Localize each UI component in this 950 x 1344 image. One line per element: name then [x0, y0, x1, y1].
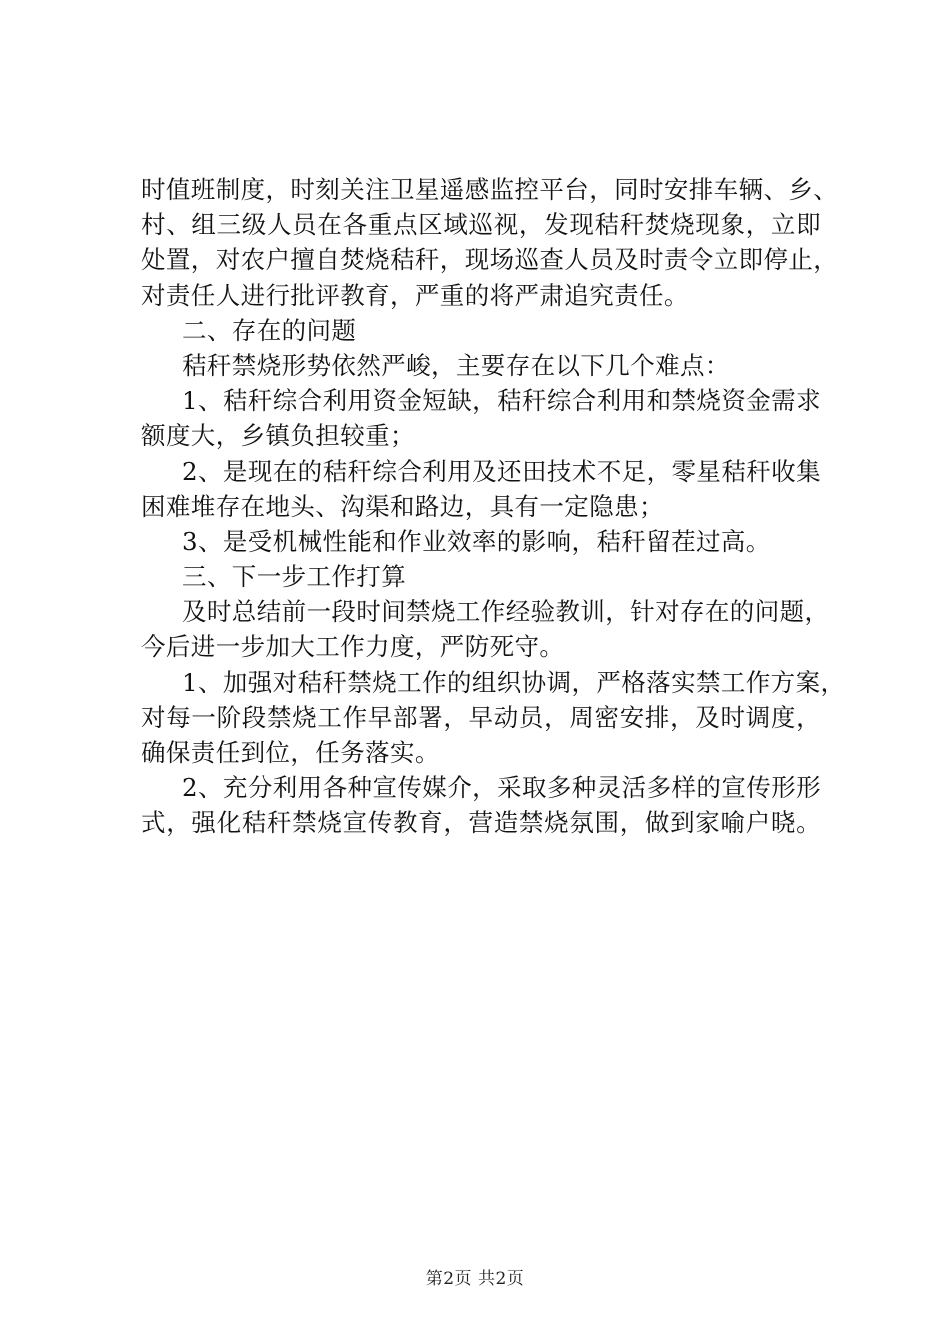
- list-item: 1、秸秆综合利用资金短缺，秸秆综合利用和禁烧资金需求: [182, 386, 821, 416]
- section-heading-next-steps: 三、下一步工作打算: [182, 562, 407, 592]
- text-line: 对每一阶段禁烧工作早部署，早动员，周密安排，及时调度，: [141, 702, 821, 732]
- body-text: [141, 172, 846, 841]
- text-line: 困难堆存在地头、沟渠和路边，具有一定隐患；: [141, 491, 664, 521]
- text-line: 时值班制度，时刻关注卫星遥感监控平台，同时安排车辆、乡、: [141, 175, 839, 204]
- text-line: 对责任人进行批评教育，严重的将严肃追究责任。: [141, 280, 689, 310]
- list-item: 2、是现在的秸秆综合利用及还田技术不足，零星秸秆收集: [182, 456, 821, 486]
- list-item: 1、加强对秸秆禁烧工作的组织协调，严格落实禁工作方案，: [182, 667, 846, 697]
- text-line: 秸秆禁烧形势依然严峻，主要存在以下几个难点：: [182, 350, 730, 380]
- text-line: 式，强化秸秆禁烧宣传教育，营造禁烧氛围，做到家喻户晓。: [141, 808, 821, 838]
- list-item: 3、是受机械性能和作业效率的影响，秸秆留茬过高。: [182, 526, 771, 556]
- text-line: 处置，对农户擅自焚烧秸秆，现场巡查人员及时责令立即停止，: [141, 245, 839, 275]
- page-number-footer: 第2页 共2页: [425, 1269, 525, 1289]
- text-line: 今后进一步加大工作力度，严防死守。: [141, 632, 565, 662]
- text-line: 及时总结前一段时间禁烧工作经验教训，针对存在的问题，: [182, 597, 830, 627]
- section-heading-problems: 二、存在的问题: [182, 315, 357, 345]
- list-item: 2、充分利用各种宣传媒介，采取多种灵活多样的宣传形形: [182, 773, 821, 803]
- text-line: 确保责任到位，任务落实。: [141, 738, 440, 767]
- text-line: 额度大，乡镇负担较重；: [141, 421, 415, 451]
- text-line: 村、组三级人员在各重点区域巡视，发现秸秆焚烧现象，立即: [141, 210, 821, 240]
